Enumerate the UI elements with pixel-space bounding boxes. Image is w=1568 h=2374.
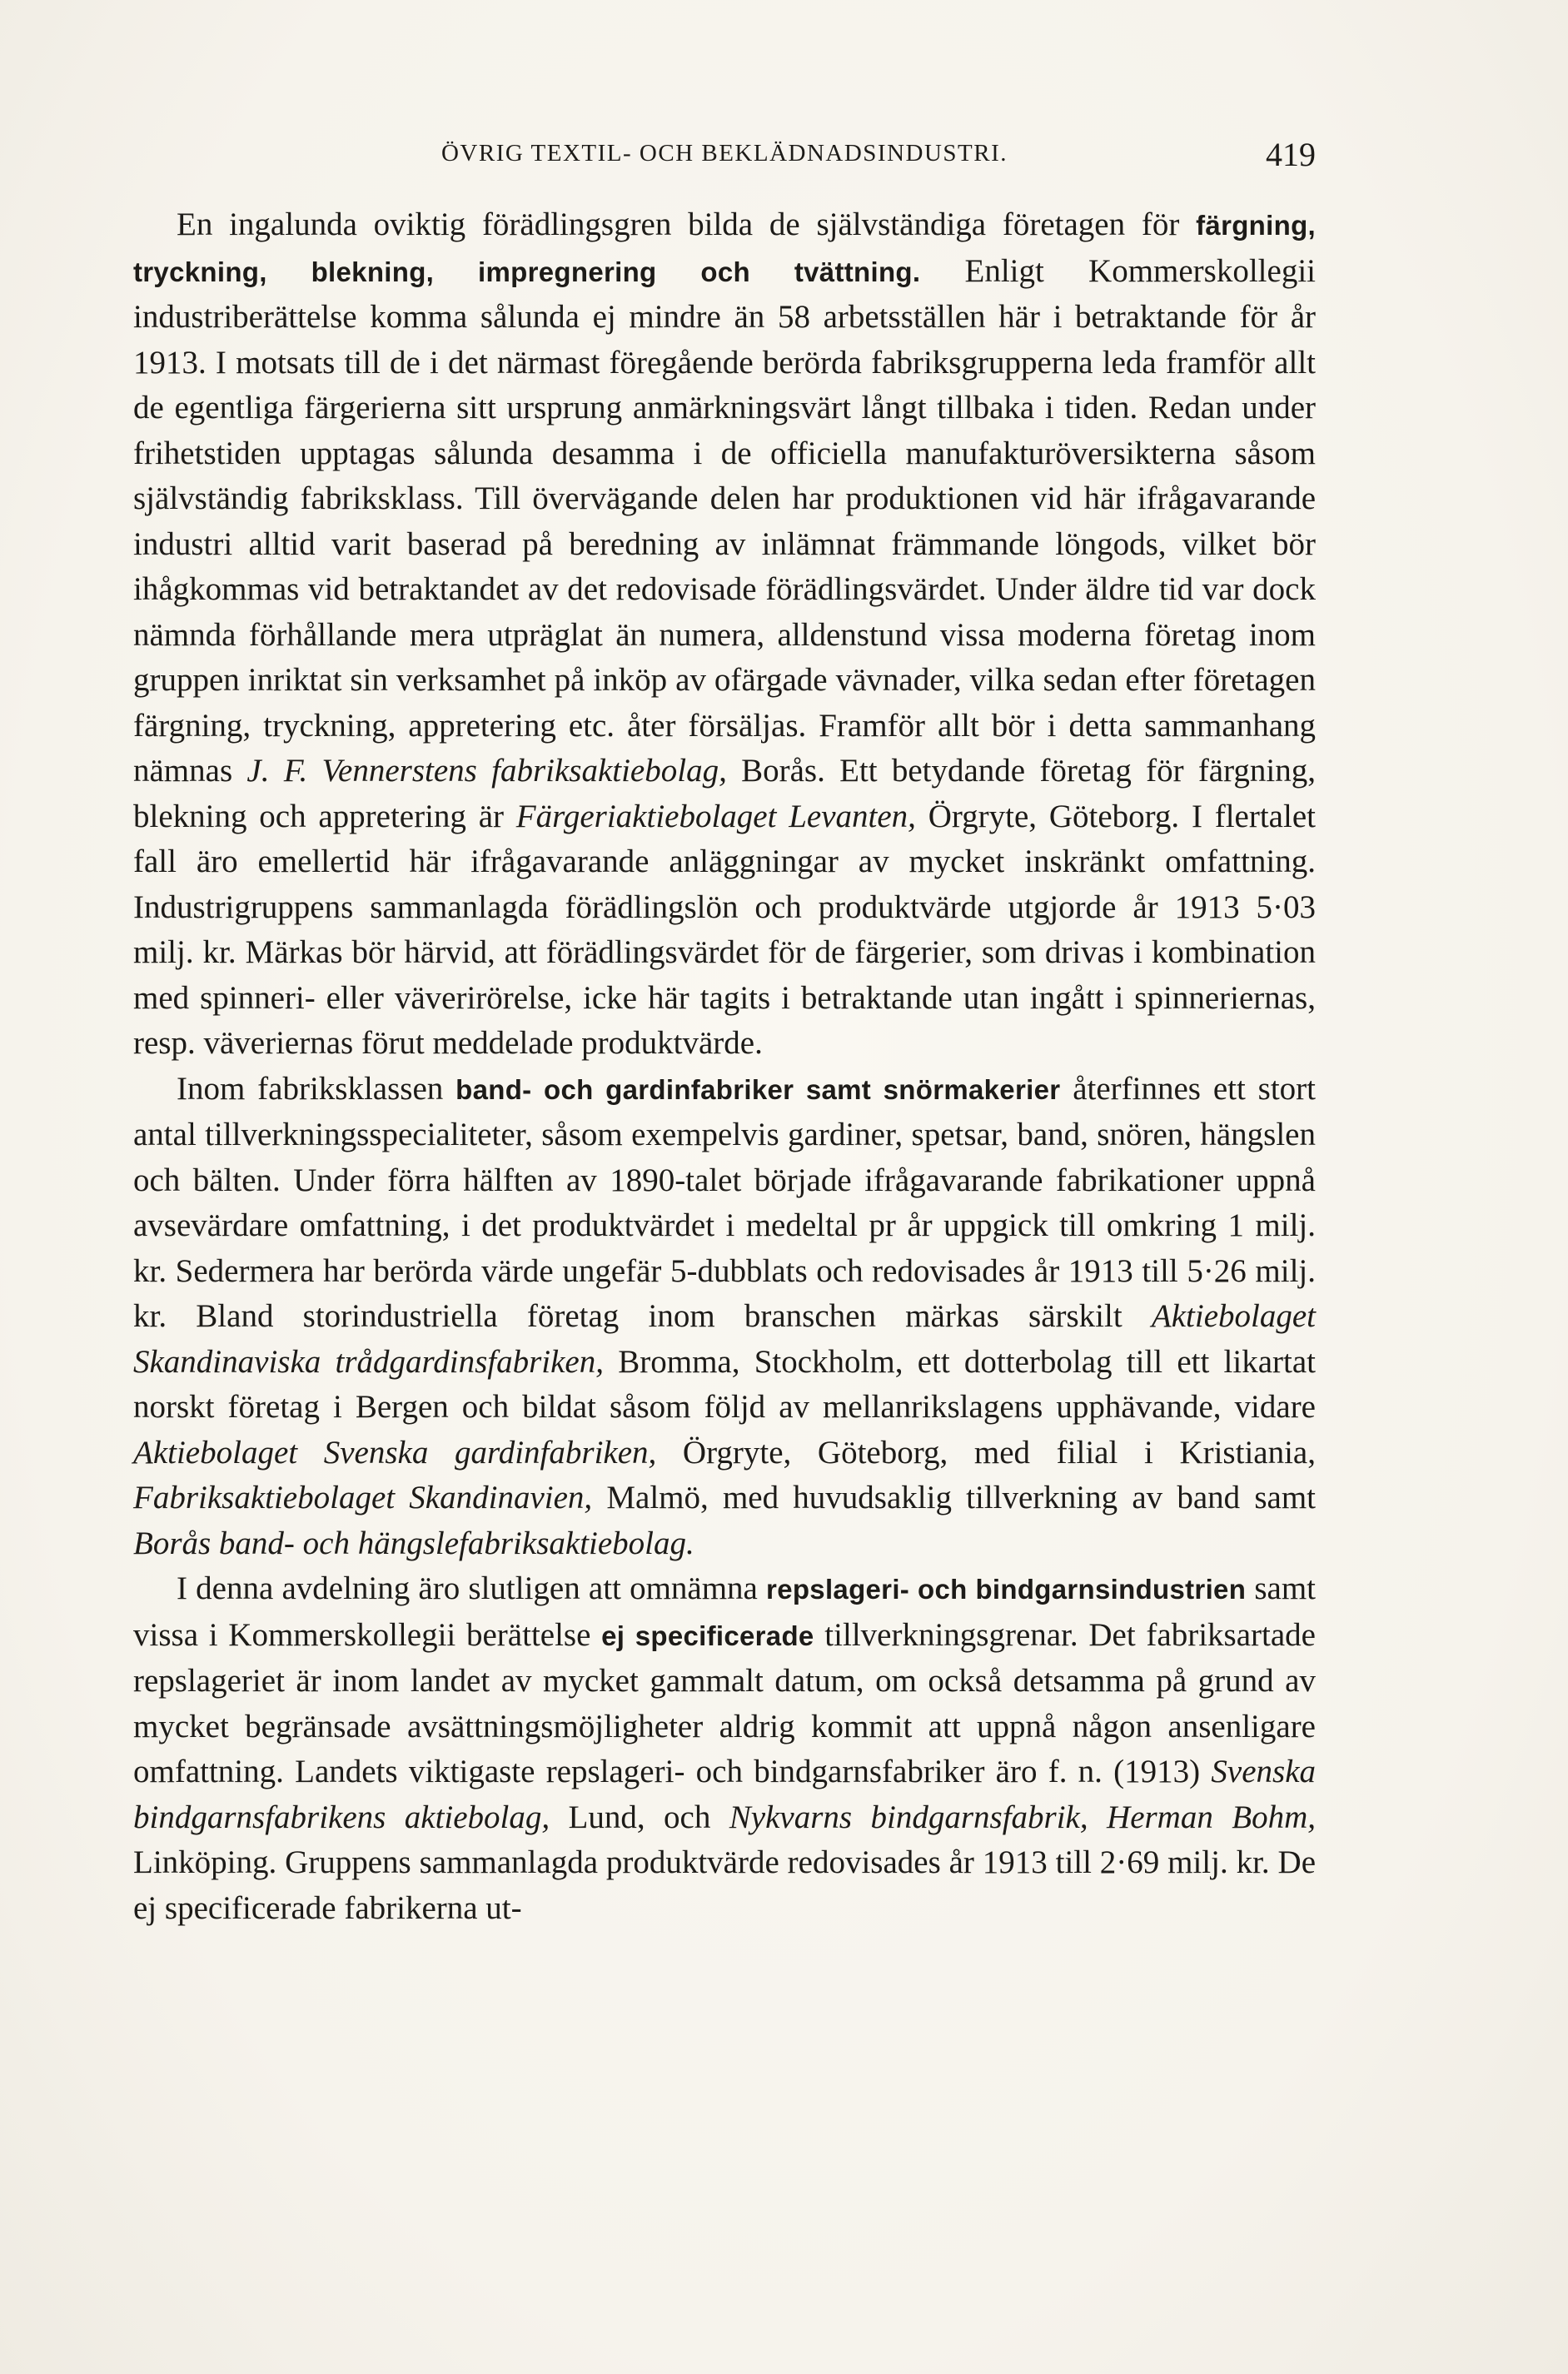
company-name: Borås band- och hängslefabriksaktiebolag. xyxy=(133,1525,694,1561)
page-header xyxy=(133,135,1316,177)
text-run: Örgryte, Göteborg. I flertalet fall äro emellertid här ifrågavarande anläggningar av mycket inskränkt omfattning. Industrigruppens sammanlagda förädlingslön och produktvärde utgjorde år 1913 5·03 milj. kr. Märkas bör härvid, att förädlingsvärdet för de färgerier, som drivas i kombination med spinneri- eller väverirörelse, icke här tagits i betraktande utan ingått i spinneriernas, resp. väveriernas förut meddelade produktvärde. xyxy=(133,798,1316,1061)
text-run: Inom fabriksklassen xyxy=(177,1070,456,1107)
page-number: 419 xyxy=(1266,136,1316,173)
company-name: Aktiebolaget Svenska gardinfabriken, xyxy=(133,1434,657,1471)
running-title: ÖVRIG TEXTIL- OCH BEKLÄDNADSINDUSTRI. xyxy=(441,140,1008,167)
company-name: Svenska bindgarnsfabrikens aktiebolag, xyxy=(133,1754,1316,1835)
text-run: Linköping. Gruppens sammanlagda produktvärde redovisades år 1913 till 2·69 milj. kr. De ej specificerade fabrikerna ut- xyxy=(133,1844,1316,1926)
bold-term: ej specificerade xyxy=(601,1620,814,1651)
body-text xyxy=(133,202,1316,1931)
text-run: Enligt Kommerskollegii industriberättelse komma sålunda ej mindre än 58 arbetsställen här i betraktande för år 1913. I motsats till de i det närmast föregående berörda fabriksgrupperna leda framför allt de egentliga färgerierna sitt ursprung anmärkningsvärt långt tillbaka i tiden. Redan under frihetstiden upptagas sålunda desamma i de officiella manufakturöversikterna såsom självständig fabriksklass. Till övervägande delen har produktionen vid här ifrågavarande industri alltid varit baserad på beredning av inlämnat främmande löngods, vilket bör ihågkommas vid betraktandet av det redovisade förädlingsvärdet. Under äldre tid var dock nämnda förhållande mera utpräglat än numera, alldenstund vissa moderna företag inom gruppen inriktat sin verksamhet på inköp av ofärgade vävnader, vilka sedan efter företagen färgning, tryckning, appretering etc. åter försäljas. Framför allt bör i detta sammanhang nämnas xyxy=(133,252,1316,789)
company-name: Färgeriaktiebolaget Levanten, xyxy=(515,798,916,834)
paragraph-band-curtain xyxy=(133,1067,1316,1567)
text-run: samt vissa i Kommerskollegii berättelse xyxy=(133,1570,1316,1653)
text-run: återfinnes ett stort antal tillverkningsspecialiteter, såsom exempelvis gardiner, spetsar, band, snören, hängslen och bälten. Under förra hälften av 1890-talet började ifrågavarande fabrikationer uppnå avsevärdare omfattning, i det produktvärdet i medeltal pr år uppgick till omkring 1 milj. kr. Sedermera har berörda värde ungefär 5-dubblats och redovisades år 1913 till 5·26 milj. kr. Bland storindustriella företag inom branschen märkas särskilt xyxy=(133,1070,1316,1334)
text-run: Borås. Ett betydande företag för färgning, blekning och appretering är xyxy=(133,753,1316,834)
text-run: I denna avdelning äro slutligen att omnämna xyxy=(177,1570,767,1606)
bold-term: repslageri- och bindgarnsindustrien xyxy=(766,1574,1247,1605)
company-name: Nykvarns bindgarnsfabrik, Herman Bohm, xyxy=(729,1799,1317,1835)
text-run: Örgryte, Göteborg, med filial i Kristiania, xyxy=(656,1434,1316,1471)
text-run: En ingalunda oviktig förädlingsgren bilda de självständiga företagen för xyxy=(177,207,1197,242)
text-run: Lund, och xyxy=(550,1799,729,1835)
paragraph-rope-twine xyxy=(133,1566,1316,1931)
paragraph-dyeing xyxy=(133,202,1316,1067)
text-run: Malmö, med huvudsaklig tillverkning av band samt xyxy=(592,1480,1317,1515)
bold-term: färgning, tryckning, blekning, impregnering och tvättning. xyxy=(133,210,1316,287)
text-run: Bromma, Stockholm, ett dotterbolag till ett likartat norskt företag i Bergen och bildat såsom följd av mellanrikslagens upphävande, vidare xyxy=(133,1343,1316,1425)
company-name: J. F. Vennerstens fabriksaktiebolag, xyxy=(246,753,727,789)
text-run: tillverkningsgrenar. Det fabriksartade repslageriet är inom landet av mycket gammalt datum, om också detsamma på grund av mycket begränsade avsättningsmöjligheter aldrig kommit att uppnå någon ansenligare omfattning. Landets viktigaste repslageri- och bindgarnsfabriker äro f. n. (1913) xyxy=(133,1616,1316,1789)
bold-term: band- och gardinfabriker samt snörmakerier xyxy=(455,1073,1061,1105)
company-name: Aktiebolaget Skandinaviska trådgardinsfabriken, xyxy=(133,1298,1316,1380)
company-name: Fabriksaktiebolaget Skandinavien, xyxy=(133,1480,593,1515)
